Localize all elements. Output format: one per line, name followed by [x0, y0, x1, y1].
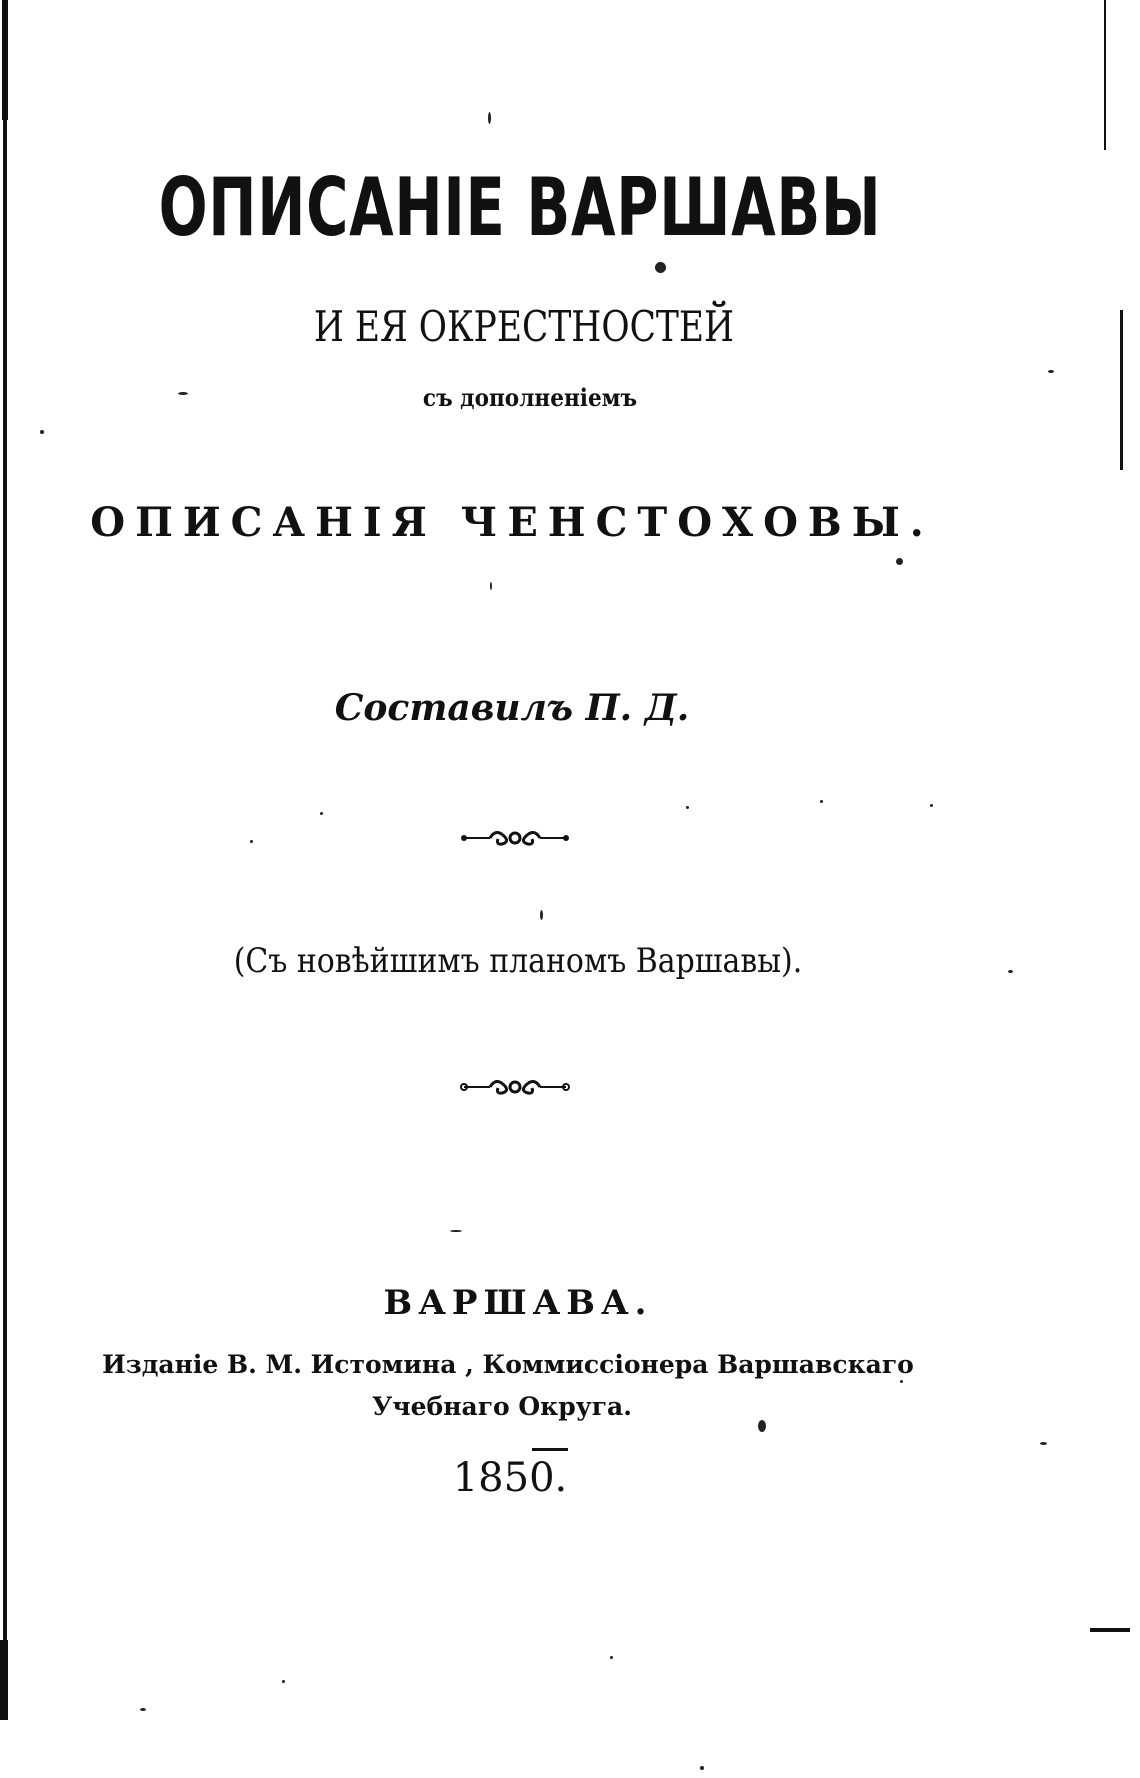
ornament-flourish-icon [460, 1073, 570, 1101]
scan-speck [490, 582, 492, 590]
scan-speck [610, 1656, 613, 1659]
scan-speck [930, 804, 933, 807]
divider [532, 1448, 568, 1451]
second-title: ОПИСАНІЯ ЧЕНСТОХОВЫ. [90, 499, 934, 546]
scan-speck [40, 430, 44, 434]
main-title: ОПИСАНІЕ ВАРШАВЫ [158, 161, 882, 254]
subtitle: И ЕЯ ОКРЕСТНОСТЕЙ [313, 302, 735, 351]
ornament-flourish-icon [460, 824, 570, 852]
page-edge-shadow [1090, 1628, 1130, 1632]
page-edge-shadow [1120, 310, 1123, 470]
scan-speck [320, 812, 323, 815]
imprint-city: ВАРШАВА. [383, 1283, 653, 1323]
scan-speck [758, 1420, 766, 1432]
scan-speck [450, 1230, 462, 1232]
publisher-line: Учебнаго Округа. [372, 1392, 632, 1421]
scan-speck [900, 1380, 903, 1383]
scan-speck [655, 262, 666, 273]
scan-speck [178, 392, 188, 395]
page-edge-shadow [0, 1640, 8, 1720]
scan-speck [1040, 1442, 1047, 1445]
imprint-year: 1850. [452, 1455, 568, 1501]
page-edge-shadow [1104, 0, 1106, 150]
scan-speck [896, 558, 903, 565]
scan-speck [700, 1766, 704, 1770]
scan-speck [250, 840, 253, 843]
scan-speck [686, 806, 689, 809]
scan-speck [820, 800, 823, 803]
scan-speck [282, 1680, 285, 1683]
title-addition: съ дополненіемъ [422, 383, 638, 412]
page-edge-shadow [2, 0, 8, 120]
scan-speck [1048, 370, 1054, 373]
plan-note: (Съ новѣйшимъ планомъ Варшавы). [233, 941, 803, 981]
scan-speck [540, 910, 543, 920]
author-line: Составилъ П. Д. [334, 687, 690, 729]
scan-speck [488, 112, 491, 124]
scan-speck [140, 1708, 146, 1711]
publisher-line: Изданіе В. М. Истомина , Коммиссіонера Варшавскаго [102, 1350, 914, 1379]
scan-speck [1008, 970, 1013, 973]
